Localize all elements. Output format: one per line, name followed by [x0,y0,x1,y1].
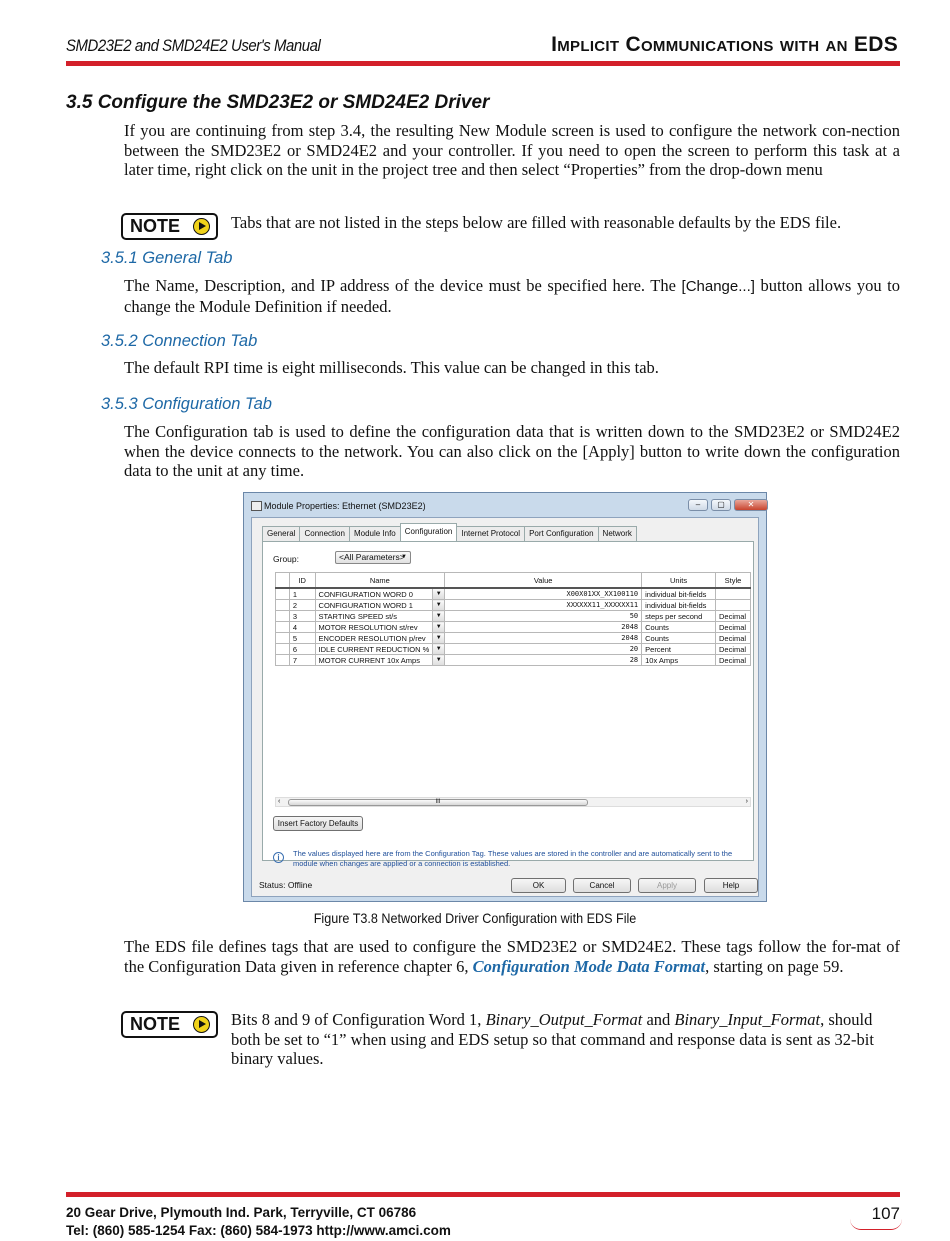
info-icon: i [273,852,284,863]
window-icon [251,501,262,511]
tab-port-configuration[interactable]: Port Configuration [524,526,598,541]
subsection-connection-title: 3.5.2 Connection Tab [101,332,258,350]
cell-style [716,588,751,600]
cell-style: Decimal [716,633,751,644]
note2-c: , should both be set to “1” when using and EDS setup so that command and response data is sent as 32-bit binary values. [231,1010,874,1068]
info-message: The values displayed here are from the Configuration Tag. These values are stored in the controller and are automatically sent to the module when changes are applied or a connection is established. [293,849,733,868]
change-button-ref: [Change...] [681,278,755,295]
subsection-configuration-title: 3.5.3 Configuration Tab [101,395,272,413]
dropdown-icon[interactable]: ▼ [433,588,445,600]
cell-name: ENCODER RESOLUTION p/rev [315,633,433,644]
table-header [276,573,751,589]
tab-strip [262,526,636,541]
table-row[interactable] [276,588,751,600]
tab-network[interactable]: Network [598,526,637,541]
cell-value[interactable]: 28 [445,655,642,666]
table-row[interactable] [276,633,751,644]
row-selector[interactable] [276,644,290,655]
col-style[interactable]: Style [716,573,751,589]
after-text-b: , starting on page 59. [705,956,844,976]
row-selector[interactable] [276,600,290,611]
header-rule [66,61,900,66]
table-row[interactable] [276,611,751,622]
col-units[interactable]: Units [642,573,716,589]
note-arrow-icon [193,1016,210,1033]
cell-value[interactable]: 2048 [445,622,642,633]
footer-rule [66,1192,900,1197]
cell-id: 1 [289,588,315,600]
group-label: Group: [273,554,299,564]
binary-input-format: Binary_Input_Format [674,1010,821,1029]
insert-factory-defaults-button[interactable]: Insert Factory Defaults [273,816,363,831]
cell-name: CONFIGURATION WORD 1 [315,600,433,611]
after-text-a: The EDS file defines tags that are used to configure the SMD23E2 or SMD24E2. These tags follow the for-mat of the Configuration Data given in reference chapter 6, [124,937,900,976]
cell-units: Counts [642,622,716,633]
page-number: 107 [871,1204,900,1223]
row-selector[interactable] [276,588,290,600]
col-name[interactable]: Name [315,573,445,589]
note-label: NOTE [130,1014,181,1034]
cell-value[interactable]: 50 [445,611,642,622]
header-chapter-title: Implicit Communications with an EDS [551,33,898,56]
cell-style: Decimal [716,655,751,666]
dialog-body [251,517,759,897]
subsection-connection-text: The default RPI time is eight milliseconds. This value can be changed in this tab. [124,358,659,377]
status-text: Status: Offline [259,880,313,890]
cell-id: 3 [289,611,315,622]
dropdown-icon[interactable]: ▼ [433,600,445,611]
ok-button[interactable]: OK [511,878,566,893]
subsection-configuration-text: The Configuration tab is used to define the configuration data that is written down to the SMD23E2 or SMD24E2 when the device connects to the network. You can also click on the [Apply] button to write down the configuration data to the unit at any time. [124,422,900,480]
note2-a: Bits 8 and 9 of Configuration Word 1, [231,1010,486,1029]
tab-general[interactable]: General [262,526,300,541]
cell-units: Percent [642,644,716,655]
cell-value[interactable]: 20 [445,644,642,655]
tab-internet-protocol[interactable]: Internet Protocol [456,526,525,541]
row-select-header [276,573,290,589]
cell-units: Counts [642,633,716,644]
cell-style: Decimal [716,644,751,655]
configuration-panel [262,541,754,868]
scroll-left-icon[interactable]: ‹ [278,798,281,805]
cell-units: steps per second [642,611,716,622]
note-label: NOTE [130,216,181,236]
cell-name: MOTOR CURRENT 10x Amps [315,655,433,666]
table-row[interactable] [276,655,751,666]
general-text-a: The Name, Description, and IP address of the device must be specified here. The [124,276,682,295]
cell-id: 4 [289,622,315,633]
cell-value[interactable]: X00X01XX_XX100110 [445,588,642,600]
note2-b: and [642,1010,675,1029]
cell-name: MOTOR RESOLUTION st/rev [315,622,433,633]
binary-output-format: Binary_Output_Format [485,1010,643,1029]
col-value[interactable]: Value [445,573,642,589]
general-text-b: button allows you to change the Module Definition if needed. [124,276,900,316]
figure-caption: Figure T3.8 Networked Driver Configuration with EDS File [313,910,637,926]
parameter-table [275,572,751,666]
header-manual-title: SMD23E2 and SMD24E2 User's Manual [66,36,321,55]
subsection-general-title: 3.5.1 General Tab [101,249,233,267]
cell-style: Decimal [716,611,751,622]
cell-name: STARTING SPEED st/s [315,611,433,622]
cell-id: 2 [289,600,315,611]
subsection-general-text [124,276,900,316]
col-id[interactable]: ID [289,573,315,589]
cell-id: 6 [289,644,315,655]
apply-button[interactable]: Apply [638,878,696,893]
group-select[interactable]: <All Parameters> ▼ [335,551,411,564]
section-title: 3.5 Configure the SMD23E2 or SMD24E2 Driver [66,92,490,113]
dialog-title: Module Properties: Ethernet (SMD23E2) [264,501,426,511]
cell-units: 10x Amps [642,655,716,666]
cell-id: 5 [289,633,315,644]
cell-name: CONFIGURATION WORD 0 [315,588,433,600]
parameter-grid [275,572,751,672]
maximize-icon[interactable]: ▢ [711,499,731,511]
cell-value[interactable]: 2048 [445,633,642,644]
config-mode-link[interactable]: Configuration Mode Data Format [472,956,706,976]
cell-units: individual bit-fields [642,600,716,611]
dropdown-icon[interactable]: ▼ [433,644,445,655]
after-figure-text [124,937,900,976]
cell-style: Decimal [716,622,751,633]
tab-connection[interactable]: Connection [299,526,349,541]
cancel-button[interactable]: Cancel [573,878,631,893]
tab-module-info[interactable]: Module Info [349,526,401,541]
footer-contact: Tel: (860) 585-1254 Fax: (860) 584-1973 http://www.amci.com [66,1223,451,1238]
help-button[interactable]: Help [704,878,758,893]
cell-units: individual bit-fields [642,588,716,600]
dropdown-icon[interactable]: ▼ [433,611,445,622]
horizontal-scrollbar[interactable] [275,797,751,807]
table-row[interactable] [276,622,751,633]
row-selector[interactable] [276,655,290,666]
scroll-right-icon[interactable]: › [745,798,748,805]
scroll-thumb[interactable]: III [288,799,588,806]
note-badge-1 [121,213,218,240]
note-badge-2 [121,1011,218,1038]
row-selector[interactable] [276,622,290,633]
minimize-icon[interactable]: – [688,499,708,511]
module-properties-dialog [243,492,767,902]
cell-value[interactable]: XXXXXX11_XXXXXX11 [445,600,642,611]
section-intro: If you are continuing from step 3.4, the resulting New Module screen is used to configure the network con-nection between the SMD23E2 or SMD24E2 and your controller. If you need to open the screen to perform this task at a later time, right click on the unit in the project tree and then select “Properties” from the drop-down menu [124,121,900,179]
dropdown-icon[interactable]: ▼ [433,633,445,644]
cell-name: IDLE CURRENT REDUCTION % [315,644,433,655]
cell-style [716,600,751,611]
footer-address: 20 Gear Drive, Plymouth Ind. Park, Terryville, CT 06786 [66,1205,417,1220]
close-icon[interactable]: ✕ [734,499,768,511]
dropdown-icon[interactable]: ▼ [433,622,445,633]
tab-configuration[interactable]: Configuration [400,523,458,541]
note-text-1: Tabs that are not listed in the steps below are filled with reasonable defaults by the EDS file. [231,213,842,232]
cell-id: 7 [289,655,315,666]
row-selector[interactable] [276,611,290,622]
page-number-swoosh [850,1219,902,1230]
table-row[interactable] [276,644,751,655]
note-text-2 [231,1010,900,1069]
row-selector[interactable] [276,633,290,644]
table-row[interactable] [276,600,751,611]
dropdown-icon[interactable]: ▼ [433,655,445,666]
note-arrow-icon [193,218,210,235]
